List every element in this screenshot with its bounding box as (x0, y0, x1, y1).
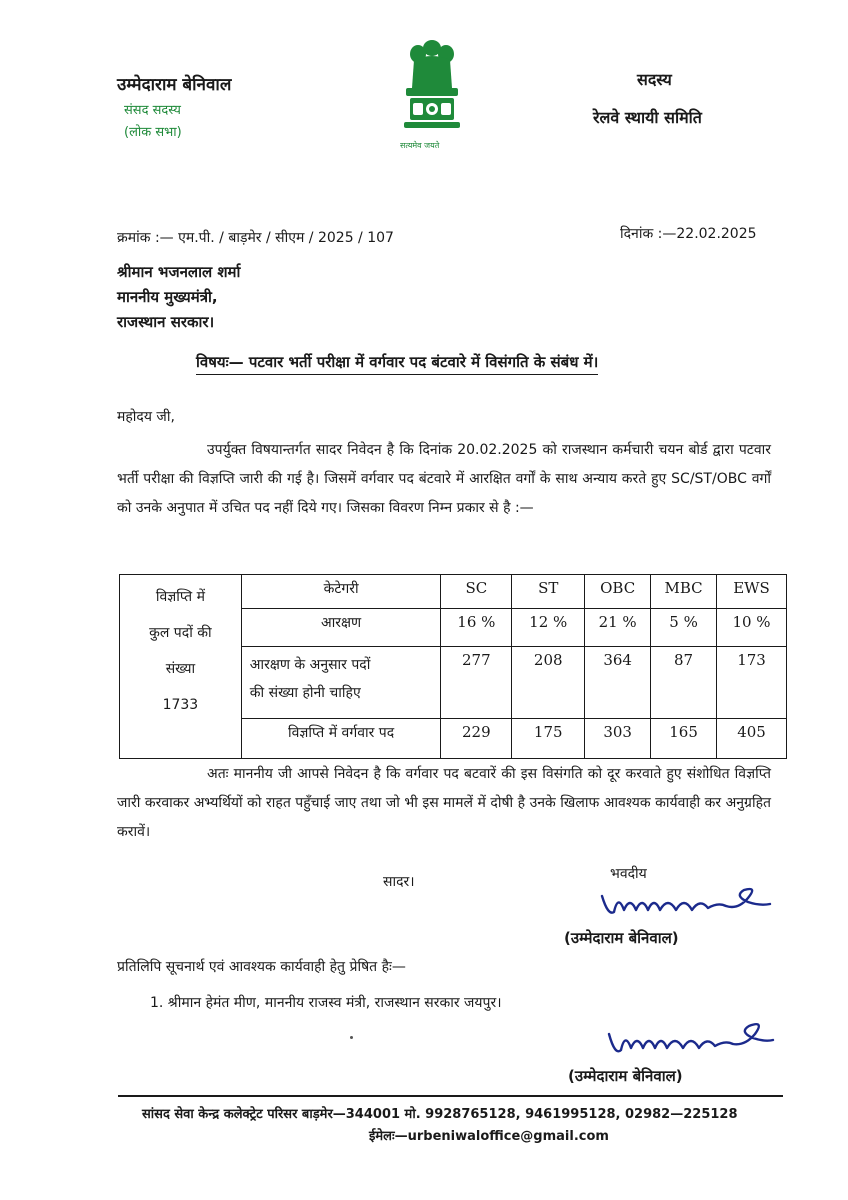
notified-mbc: 165 (651, 719, 717, 759)
category-header: केटेगरी (241, 575, 441, 609)
body-paragraph-2 (117, 760, 771, 847)
body-paragraph-1 (117, 436, 771, 523)
mp-designation: संसद सदस्य (124, 103, 181, 118)
expected-st: 208 (512, 647, 585, 719)
footer-address: सांसद सेवा केन्द्र कलेक्ट्रेट परिसर बाड़मेर—344001 मो. 9928765128, 9461995128, 02982—225128 (142, 1107, 738, 1122)
emblem-motto: सत्यमेव जयते (400, 141, 440, 150)
recipient-office: राजस्थान सरकार। (117, 313, 215, 331)
recipient-designation: माननीय मुख्यमंत्री, (117, 288, 218, 306)
reservation-label: आरक्षण (241, 609, 441, 647)
ashoka-emblem-icon (392, 38, 472, 138)
reservation-sc: 16 % (441, 609, 512, 647)
footer-divider (118, 1095, 783, 1097)
total-posts-label-3: संख्या (165, 661, 196, 677)
letter-date: दिनांक :—22.02.2025 (620, 226, 757, 242)
reservation-st: 12 % (512, 609, 585, 647)
signatory-name-1: (उम्मेदाराम बेनिवाल) (564, 929, 679, 947)
expected-obc: 364 (585, 647, 651, 719)
category-st: ST (512, 575, 585, 609)
body-paragraph-1-text: उपर्युक्त विषयान्तर्गत सादर निवेदन है कि दिनांक 20.02.2025 को राजस्थान कर्मचारी चयन बोर्ड द्वारा पटवार भर्ती परीक्षा की विज्ञप्ति जारी की गई है। जिसमें वर्गवार पद बंटवारे में आरक्षित वर्गों के साथ अन्याय करते हुए SC/ST/OBC वर्गों को उनके अनुपात में उचित पद नहीं दिये गए। जिसका विवरण निम्न प्रकार से है :— (117, 442, 771, 516)
signatory-name-2: (उम्मेदाराम बेनिवाल) (568, 1067, 683, 1085)
reference-number: क्रमांक :— एम.पी. / बाड़मेर / सीएम / 2025 / 107 (117, 230, 394, 246)
copy-item-1: 1. श्रीमान हेमंत मीण, माननीय राजस्व मंत्री, राजस्थान सरकार जयपुर। (150, 995, 502, 1011)
signature-2 (605, 1016, 775, 1062)
reservation-mbc: 5 % (651, 609, 717, 647)
closing-bhavdiya: भवदीय (610, 866, 647, 882)
closing-sadar: सादर। (383, 874, 415, 890)
notified-st: 175 (512, 719, 585, 759)
mp-name: उम्मेदाराम बेनिवाल (117, 75, 232, 95)
total-posts-cell (120, 575, 242, 759)
recipient-name: श्रीमान भजनलाल शर्मा (117, 263, 241, 281)
body-paragraph-2-text: अतः माननीय जी आपसे निवेदन है कि वर्गवार पद बटवारें की इस विसंगति को दूर करवाते हुए संशोधित विज्ञप्ति जारी करवाकर अभ्यर्थियों को राहत पहुँचाई जाए तथा जो भी इस मामलें में दोषी है उनके खिलाफ आवश्यक कार्यवाही कर अनुग्रहित करावें। (117, 766, 771, 840)
category-ews: EWS (717, 575, 787, 609)
reservation-obc: 21 % (585, 609, 651, 647)
signature-1 (598, 882, 774, 922)
footer-email: ईमेलः—urbeniwaloffice@gmail.com (369, 1129, 609, 1144)
expected-ews: 173 (717, 647, 787, 719)
salutation: महोदय जी, (117, 409, 175, 425)
total-posts-label-1: विज्ञप्ति में (155, 589, 205, 605)
notified-posts-label: विज्ञप्ति में वर्गवार पद (241, 719, 441, 759)
category-obc: OBC (585, 575, 651, 609)
stray-dot (350, 1036, 353, 1039)
member-title: सदस्य (637, 70, 672, 89)
category-mbc: MBC (651, 575, 717, 609)
total-posts-label-2: कुल पदों की (149, 625, 212, 641)
table-row (120, 575, 787, 609)
notified-obc: 303 (585, 719, 651, 759)
category-sc: SC (441, 575, 512, 609)
notified-ews: 405 (717, 719, 787, 759)
expected-posts-label-2: की संख्या होनी चाहिए (249, 685, 361, 701)
letter-subject: विषयः— पटवार भर्ती परीक्षा में वर्गवार पद बंटवारे में विसंगति के संबंध में। (196, 352, 598, 375)
expected-mbc: 87 (651, 647, 717, 719)
total-posts-value: 1733 (162, 697, 199, 713)
reservation-ews: 10 % (717, 609, 787, 647)
mp-house: (लोक सभा) (124, 125, 182, 140)
category-posts-table (119, 574, 787, 759)
committee-name: रेलवे स्थायी समिति (593, 108, 702, 127)
expected-posts-label-1: आरक्षण के अनुसार पदों (249, 657, 371, 673)
notified-sc: 229 (441, 719, 512, 759)
expected-posts-label (241, 647, 441, 719)
expected-sc: 277 (441, 647, 512, 719)
copy-heading: प्रतिलिपि सूचनार्थ एवं आवश्यक कार्यवाही हेतु प्रेषित हैः— (117, 959, 406, 975)
